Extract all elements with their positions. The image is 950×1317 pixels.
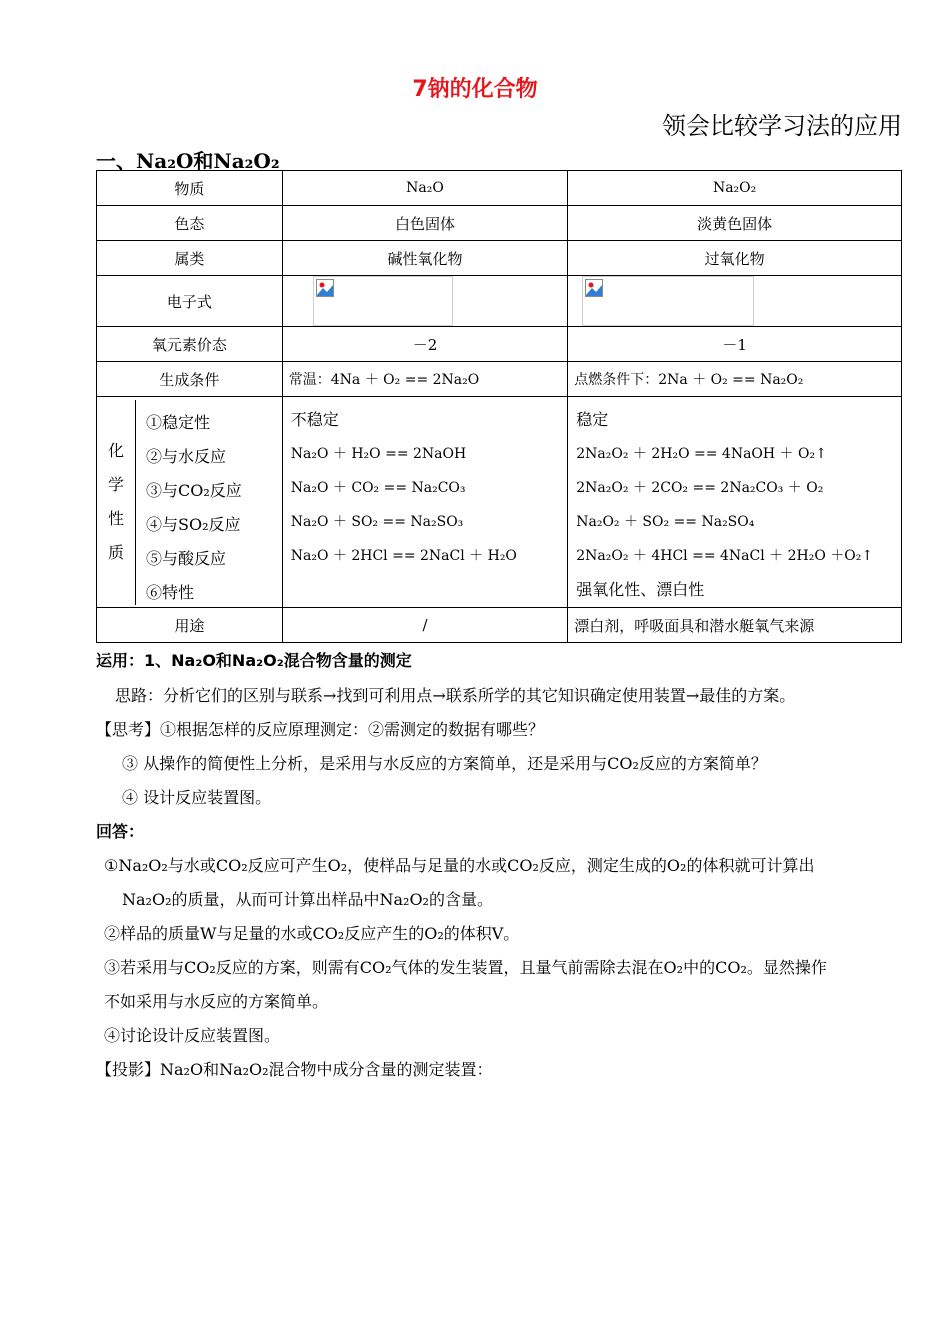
broken-image-icon xyxy=(316,279,334,297)
thinking-text: 思路：分析它们的区别与联系→找到可利用点→联系所学的其它知识确定使用装置→最佳的方案。 xyxy=(115,686,796,705)
list-item: 2Na₂O₂ ＋ 2H₂O == 4NaOH ＋ O₂↑ xyxy=(576,446,827,462)
table-cell xyxy=(282,276,567,327)
answer-heading: 回答： xyxy=(96,822,145,841)
answer-1b: Na₂O₂的质量，从而可计算出样品中Na₂O₂的含量。 xyxy=(122,890,493,909)
list-item: Na₂O ＋ 2HCl == 2NaCl ＋ H₂O xyxy=(290,548,517,564)
label-char: 学 xyxy=(107,475,124,494)
table-row xyxy=(97,608,902,643)
list-item: Na₂O ＋ H₂O == 2NaOH xyxy=(290,446,467,462)
electron-formula-image xyxy=(313,276,453,326)
list-item: Na₂O ＋ SO₂ == Na₂SO₃ xyxy=(290,514,464,530)
table-cell: 过氧化物 xyxy=(568,241,902,276)
think-question-3: ③ 从操作的简便性上分析，是采用与水反应的方案简单，还是采用与CO₂反应的方案简单？ xyxy=(122,754,767,773)
list-item: ④与SO₂反应 xyxy=(146,514,241,534)
chem-property-label xyxy=(97,400,136,605)
chem-property-items xyxy=(136,400,282,605)
table-cell: 淡黄色固体 xyxy=(568,206,902,241)
table-cell: 白色固体 xyxy=(282,206,567,241)
list-item: ⑥特性 xyxy=(146,582,195,602)
application-heading: 运用：1、Na₂O和Na₂O₂混合物含量的测定 xyxy=(96,651,412,670)
answer-3b: 不如采用与水反应的方案简单。 xyxy=(104,992,329,1011)
label-char: 化 xyxy=(107,441,124,460)
table-cell: 点燃条件下：2Na ＋ O₂ == Na₂O₂ xyxy=(568,362,902,397)
table-cell: 色态 xyxy=(97,206,283,241)
answer-2: ②样品的质量W与足量的水或CO₂反应产生的O₂的体积V。 xyxy=(104,924,520,943)
list-item xyxy=(291,573,559,607)
answer-4: ④讨论设计反应装置图。 xyxy=(104,1026,281,1045)
electron-formula-image xyxy=(582,276,754,326)
table-cell: 氧元素价态 xyxy=(97,327,283,362)
table-row xyxy=(97,171,902,206)
section-heading: 一、Na₂O和Na₂O₂ xyxy=(96,149,280,173)
table-row xyxy=(97,327,902,362)
table-cell: Na₂O₂ xyxy=(568,171,902,206)
table-cell xyxy=(568,397,902,608)
table-cell: －2 xyxy=(282,327,567,362)
table-cell: 碱性氧化物 xyxy=(282,241,567,276)
table-row xyxy=(97,397,902,608)
list-item: ⑤与酸反应 xyxy=(146,548,227,568)
table-cell: 常温：4Na ＋ O₂ == 2Na₂O xyxy=(282,362,567,397)
think-question-4: ④ 设计反应装置图。 xyxy=(122,788,272,807)
table-cell: 用途 xyxy=(97,608,283,643)
comparison-table xyxy=(96,170,902,643)
table-cell: / xyxy=(282,608,567,643)
table-cell: －1 xyxy=(568,327,902,362)
table-cell: 属类 xyxy=(97,241,283,276)
table-cell: Na₂O xyxy=(282,171,567,206)
table-cell xyxy=(97,397,283,608)
list-item: ①稳定性 xyxy=(146,412,211,432)
table-row xyxy=(97,362,902,397)
table-row xyxy=(97,206,902,241)
table-row xyxy=(97,241,902,276)
list-item: 2Na₂O₂ ＋ 2CO₂ == 2Na₂CO₃ ＋ O₂ xyxy=(576,480,824,496)
list-item: 不稳定 xyxy=(290,410,339,429)
list-item: 稳定 xyxy=(576,410,609,429)
table-cell xyxy=(282,397,567,608)
answer-1a: ①Na₂O₂与水或CO₂反应可产生O₂，使样品与足量的水或CO₂反应，测定生成的O₂的体积就可计算出 xyxy=(104,856,815,875)
page-subtitle: 领会比较学习法的应用 xyxy=(662,112,902,140)
list-item: 2Na₂O₂ ＋ 4HCl == 4NaCl ＋ 2H₂O ＋O₂↑ xyxy=(576,548,874,564)
answer-3a: ③若采用与CO₂反应的方案，则需有CO₂气体的发生装置，且量气前需除去混在O₂中的CO₂。显然操作 xyxy=(104,958,827,977)
label-char: 质 xyxy=(107,543,124,562)
table-cell xyxy=(568,276,902,327)
list-item: Na₂O ＋ CO₂ == Na₂CO₃ xyxy=(290,480,466,496)
table-cell: 生成条件 xyxy=(97,362,283,397)
table-cell: 漂白剂，呼吸面具和潜水艇氧气来源 xyxy=(568,608,902,643)
table-cell: 电子式 xyxy=(97,276,283,327)
broken-image-icon xyxy=(585,279,603,297)
think-question-1: 【思考】①根据怎样的反应原理测定：②需测定的数据有哪些？ xyxy=(96,720,545,739)
label-char: 性 xyxy=(107,509,124,528)
page-title: 7钠的化合物 xyxy=(412,77,538,102)
table-cell: 物质 xyxy=(97,171,283,206)
list-item: ②与水反应 xyxy=(146,446,227,466)
table-row xyxy=(97,276,902,327)
list-item: Na₂O₂ ＋ SO₂ == Na₂SO₄ xyxy=(576,514,755,530)
list-item: ③与CO₂反应 xyxy=(146,480,242,500)
list-item: 强氧化性、漂白性 xyxy=(576,580,705,599)
projection-text: 【投影】Na₂O和Na₂O₂混合物中成分含量的测定装置： xyxy=(96,1060,493,1079)
